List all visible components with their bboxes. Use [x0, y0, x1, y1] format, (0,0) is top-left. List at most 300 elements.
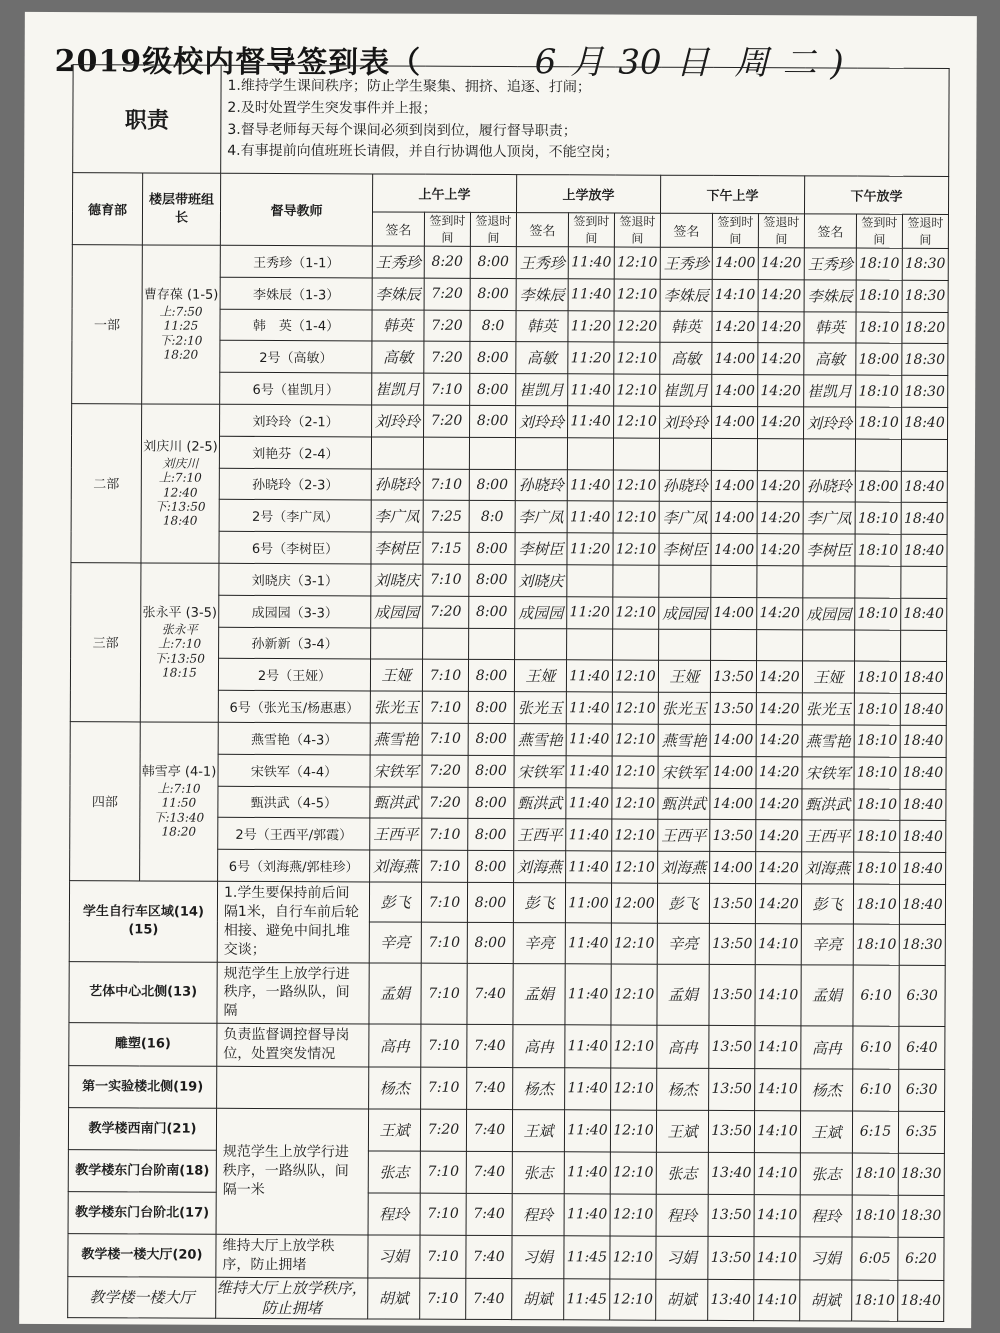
- signature: 王娅: [802, 661, 854, 693]
- time-entry: 12:10: [611, 1025, 657, 1068]
- time-entry: 7:10: [422, 850, 468, 882]
- time-entry: 8:00: [468, 787, 514, 819]
- time-entry: 18:30: [899, 924, 945, 964]
- signature: [515, 437, 567, 469]
- header-period: 下午放学: [804, 176, 948, 215]
- signature: 李广凤: [659, 502, 711, 534]
- header-arrive: 签到时间: [424, 212, 470, 246]
- time-entry: 7:10: [421, 922, 467, 962]
- signature: 甄洪武: [514, 787, 566, 819]
- time-entry: 18:40: [899, 884, 945, 924]
- time-entry: 14:00: [710, 852, 756, 884]
- time-entry: 11:00: [565, 883, 611, 923]
- header-leave: 签退时间: [758, 214, 804, 248]
- table-row: [68, 1276, 944, 1321]
- time-entry: 18:10: [856, 312, 902, 344]
- area-desc: 1.学生要保持前后间隔1米，自行车前后轮相接、避免中间扎堆交谈；: [217, 881, 369, 962]
- duty-line: 3.督导老师每天每个课间必须到岗到位，履行督导职责；: [227, 121, 577, 139]
- signature: 成园园: [803, 598, 855, 630]
- time-entry: 11:40: [564, 1194, 610, 1236]
- time-entry: 11:40: [564, 1110, 610, 1152]
- time-entry: 11:40: [564, 1152, 610, 1194]
- time-entry: 7:10: [420, 1278, 466, 1320]
- duty-line: 1.维持学生课间秩序；防止学生聚集、拥挤、追逐、打闹；: [227, 77, 591, 96]
- time-entry: 12:10: [612, 692, 658, 724]
- time-entry: 11:40: [568, 406, 614, 438]
- time-entry: [567, 565, 613, 597]
- time-entry: 14:10: [755, 924, 801, 964]
- time-entry: 7:40: [466, 1278, 512, 1320]
- time-entry: 7:20: [423, 596, 469, 628]
- signature: 王斌: [656, 1110, 708, 1152]
- signature: 成园园: [371, 596, 423, 628]
- signature: 高冉: [657, 1025, 709, 1068]
- signature: 刘晓庆: [515, 565, 567, 597]
- time-entry: 13:50: [708, 1236, 754, 1279]
- time-entry: 11:20: [568, 310, 614, 342]
- signature: 高冉: [369, 1024, 421, 1067]
- time-entry: 14:10: [754, 1279, 800, 1321]
- time-entry: 14:00: [710, 788, 756, 820]
- signature: 王西平: [514, 819, 566, 851]
- signature: 彭飞: [657, 883, 709, 924]
- area-name: 第一实验楼北侧(19): [69, 1066, 217, 1109]
- department-name: 二部: [71, 404, 142, 563]
- signature: 王娅: [370, 659, 422, 691]
- signature: 韩英: [804, 311, 856, 343]
- time-entry: [711, 438, 757, 470]
- teacher-name: 孙新新（3-4）: [219, 627, 371, 659]
- leader-name: 韩雪亭 (4-1): [141, 764, 217, 781]
- signature: 习娟: [656, 1236, 708, 1279]
- time-entry: 11:40: [568, 374, 614, 406]
- signature: 李姝辰: [516, 278, 568, 310]
- header-leader: 楼层带班组长: [142, 173, 220, 245]
- area-desc: 维持大厅上放学秩序，防止拥堵: [216, 1234, 368, 1277]
- signature: 杨杰: [801, 1069, 853, 1111]
- time-entry: 8:00: [469, 533, 515, 565]
- time-entry: 18:10: [854, 789, 900, 821]
- time-entry: 14:10: [755, 1026, 801, 1069]
- time-entry: 11:40: [565, 923, 611, 963]
- time-entry: [855, 439, 901, 471]
- duties-label: 职责: [73, 65, 221, 174]
- time-entry: 7:10: [422, 660, 468, 692]
- time-entry: 12:10: [612, 788, 658, 820]
- time-entry: 14:10: [755, 964, 801, 1026]
- table-row: [68, 1150, 944, 1196]
- signature: 宋铁军: [658, 756, 710, 788]
- time-entry: 8:00: [468, 692, 514, 724]
- time-entry: 12:10: [611, 923, 657, 963]
- signature: 张光玉: [802, 693, 854, 725]
- table-row: [70, 722, 946, 758]
- table-row: [69, 1023, 945, 1070]
- signature: 燕雪艳: [514, 724, 566, 756]
- time-entry: [711, 565, 757, 597]
- date-week-prefix: 周: [734, 43, 769, 84]
- signature: 辛亮: [369, 922, 421, 963]
- time-entry: [567, 628, 613, 660]
- signature: 崔凯月: [804, 375, 856, 407]
- time-entry: 12:10: [612, 756, 658, 788]
- signature: 辛亮: [801, 924, 853, 965]
- time-entry: 7:40: [467, 963, 513, 1025]
- signature: 燕雪艳: [658, 724, 710, 756]
- time-entry: 14:00: [710, 756, 756, 788]
- header-arrive: 签到时间: [568, 213, 614, 247]
- time-entry: 18:10: [854, 693, 900, 725]
- time-entry: 12:20: [614, 311, 660, 343]
- time-entry: 18:30: [898, 1153, 944, 1195]
- signature: 胡斌: [800, 1280, 852, 1322]
- time-entry: 7:20: [422, 787, 468, 819]
- time-entry: [613, 438, 659, 470]
- signature: 孙晓玲: [371, 469, 423, 501]
- table-row: [68, 1234, 944, 1281]
- signature: 辛亮: [513, 923, 565, 964]
- time-entry: 7:10: [422, 691, 468, 723]
- time-entry: 14:20: [755, 884, 801, 924]
- floor-leader: [141, 404, 220, 563]
- signature: 习娟: [512, 1236, 564, 1279]
- header-period: 上学放学: [516, 175, 660, 214]
- time-entry: 12:10: [614, 342, 660, 374]
- table-row: [69, 881, 945, 925]
- time-entry: 7:10: [421, 882, 467, 922]
- signature: 王斌: [800, 1111, 852, 1153]
- time-entry: 14:10: [755, 1069, 801, 1111]
- signature: [659, 629, 711, 661]
- duties-text: [221, 65, 949, 176]
- time-entry: 14:20: [756, 788, 802, 820]
- table-row: [68, 1192, 944, 1238]
- signature: 甄洪武: [658, 788, 710, 820]
- time-entry: [901, 566, 947, 598]
- duty-line: 2.及时处置学生突发事件并上报；: [227, 99, 437, 117]
- signature: 崔凯月: [660, 374, 712, 406]
- signature: 孟娟: [801, 964, 853, 1026]
- time-entry: 12:10: [610, 1152, 656, 1194]
- date-month: 6: [534, 42, 557, 83]
- time-entry: 11:45: [564, 1236, 610, 1279]
- time-entry: 18:40: [898, 1280, 944, 1322]
- time-entry: 12:10: [614, 279, 660, 311]
- leader-time-note: 上:7:10 11:50 下:13:40 18:20: [153, 781, 205, 839]
- paper-sheet: [19, 12, 977, 1328]
- teacher-name: 6号（李树臣）: [219, 531, 371, 563]
- duty-line: 4.有事提前向值班班长请假，并自行协调他人顶岗，不能空岗；: [227, 143, 619, 161]
- signature: [371, 628, 423, 660]
- signature: 程玲: [800, 1195, 852, 1237]
- time-entry: [757, 629, 803, 661]
- signature: 刘海燕: [370, 850, 422, 882]
- signature: 杨杰: [657, 1068, 709, 1110]
- time-entry: 13:50: [710, 820, 756, 852]
- time-entry: 13:50: [709, 1026, 755, 1069]
- time-entry: 7:40: [466, 1235, 512, 1278]
- signature: 李姝辰: [372, 278, 424, 310]
- time-entry: [469, 628, 515, 660]
- leader-time-note: 张永平 上:7:10 下:13:50 18:15: [154, 622, 205, 680]
- signature: 张志: [368, 1151, 420, 1193]
- signature: 李树臣: [371, 532, 423, 564]
- area-name: 教学楼一楼大厅(20): [68, 1234, 216, 1277]
- area-name: 教学楼西南门(21): [68, 1108, 216, 1151]
- time-entry: 18:10: [852, 1280, 898, 1322]
- time-entry: 11:20: [567, 533, 613, 565]
- area-name: 教学楼东门台阶南(18): [68, 1150, 216, 1193]
- leader-time-note: 上:7:50 11:25 下:2:10 18:20: [159, 304, 203, 362]
- time-entry: 7:20: [424, 342, 470, 374]
- time-entry: 14:00: [712, 375, 758, 407]
- area-desc: 规范学生上放学行进秩序，一路纵队，间隔: [217, 962, 369, 1024]
- time-entry: 11:45: [564, 1279, 610, 1321]
- signature: 张光玉: [370, 691, 422, 723]
- time-entry: 12:10: [611, 1068, 657, 1110]
- header-arrive: 签到时间: [712, 213, 758, 247]
- time-entry: 11:40: [567, 469, 613, 501]
- time-entry: 7:10: [423, 469, 469, 501]
- signature: 胡斌: [368, 1278, 420, 1320]
- leader-time-note: 刘庆川 上:7:10 12:40 下:13:50 18:40: [154, 456, 206, 529]
- time-entry: 11:20: [568, 342, 614, 374]
- time-entry: 14:00: [711, 470, 757, 502]
- header-arrive: 签到时间: [856, 214, 902, 248]
- time-entry: 14:20: [757, 502, 803, 534]
- time-entry: 14:20: [756, 725, 802, 757]
- signature: 崔凯月: [372, 373, 424, 405]
- table-row: [68, 1108, 944, 1154]
- time-entry: 11:40: [566, 724, 612, 756]
- department-name: 四部: [70, 722, 141, 881]
- time-entry: 8:00: [470, 405, 516, 437]
- signature: 孙晓玲: [803, 470, 855, 502]
- signature: 刘海燕: [802, 852, 854, 884]
- time-entry: 18:30: [902, 344, 948, 376]
- time-entry: 14:00: [711, 534, 757, 566]
- time-entry: 18:40: [901, 471, 947, 503]
- area-name: 学生自行车区域(14)(15): [69, 881, 217, 962]
- time-entry: 12:10: [613, 501, 659, 533]
- signature: 李姝辰: [804, 280, 856, 312]
- time-entry: 14:20: [758, 343, 804, 375]
- time-entry: 14:20: [756, 661, 802, 693]
- signature: 张光玉: [514, 692, 566, 724]
- time-entry: 18:10: [853, 884, 899, 924]
- time-entry: 18:10: [856, 407, 902, 439]
- time-entry: 8:00: [468, 660, 514, 692]
- time-entry: 18:40: [900, 821, 946, 853]
- header-leave: 签退时间: [614, 213, 660, 247]
- time-entry: 18:30: [898, 1195, 944, 1237]
- table-row: [73, 65, 949, 177]
- teacher-name: 孙晓玲（2-3）: [219, 468, 371, 500]
- date-month-char: 月: [570, 42, 605, 83]
- time-entry: [711, 629, 757, 661]
- time-entry: 18:30: [902, 375, 948, 407]
- time-entry: 18:40: [901, 503, 947, 535]
- signature: 王娅: [658, 661, 710, 693]
- time-entry: 6:35: [898, 1111, 944, 1153]
- extra-area-desc: 维持大厅上放学秩序，防止拥堵: [216, 1278, 367, 1318]
- signature: 刘玲玲: [804, 407, 856, 439]
- time-entry: 14:20: [758, 311, 804, 343]
- time-entry: 13:50: [710, 661, 756, 693]
- floor-leader: [140, 722, 219, 881]
- time-entry: 18:10: [855, 534, 901, 566]
- time-entry: 18:10: [854, 661, 900, 693]
- signature: 李树臣: [515, 533, 567, 565]
- time-entry: [469, 437, 515, 469]
- time-entry: 6:15: [852, 1111, 898, 1153]
- signature: 高敏: [372, 341, 424, 373]
- time-entry: 14:20: [756, 756, 802, 788]
- time-entry: 14:20: [758, 248, 804, 280]
- teacher-name: 2号（李广凤）: [219, 500, 371, 532]
- header-sign: 签名: [516, 213, 568, 247]
- teacher-name: 王秀珍（1-1）: [220, 245, 372, 277]
- time-entry: 18:00: [855, 471, 901, 503]
- time-entry: 18:40: [900, 789, 946, 821]
- time-entry: 18:10: [854, 757, 900, 789]
- date-day-char: 日: [675, 42, 710, 83]
- time-entry: 11:40: [565, 1068, 611, 1110]
- time-entry: 12:10: [613, 597, 659, 629]
- time-entry: [423, 437, 469, 469]
- signature: 刘玲玲: [372, 405, 424, 437]
- time-entry: 18:30: [902, 280, 948, 312]
- header-dept: 德育部: [72, 173, 142, 245]
- time-entry: 11:40: [568, 247, 614, 279]
- time-entry: 8:00: [469, 596, 515, 628]
- time-entry: 7:10: [422, 723, 468, 755]
- area-desc: [217, 1066, 369, 1109]
- time-entry: 18:40: [901, 598, 947, 630]
- time-entry: 8:00: [467, 923, 513, 963]
- signature: 王秀珍: [516, 247, 568, 279]
- time-entry: 13:50: [709, 1068, 755, 1110]
- time-entry: 8:00: [468, 755, 514, 787]
- signature: 王斌: [512, 1110, 564, 1152]
- leader-name: 张永平 (3-5): [142, 605, 218, 622]
- signature: 王斌: [368, 1109, 420, 1151]
- time-entry: 7:40: [467, 1067, 513, 1109]
- time-entry: 7:10: [421, 963, 467, 1025]
- time-entry: 11:20: [567, 597, 613, 629]
- time-entry: [613, 565, 659, 597]
- time-entry: 12:10: [610, 1194, 656, 1236]
- time-entry: 8:0: [470, 310, 516, 342]
- time-entry: 14:10: [754, 1237, 800, 1280]
- time-entry: [567, 438, 613, 470]
- signature: 习娟: [368, 1235, 420, 1278]
- time-entry: 7:40: [466, 1193, 512, 1235]
- teacher-name: 刘晓庆（3-1）: [219, 563, 371, 595]
- time-entry: 13:40: [708, 1152, 754, 1194]
- time-entry: 18:10: [856, 248, 902, 280]
- time-entry: 11:40: [566, 692, 612, 724]
- time-entry: 18:40: [900, 757, 946, 789]
- teacher-name: 6号（张光玉/杨惠惠）: [218, 690, 370, 722]
- floor-leader: [140, 563, 219, 722]
- time-entry: 8:00: [467, 882, 513, 922]
- time-entry: 14:10: [754, 1153, 800, 1195]
- time-entry: 7:10: [424, 373, 470, 405]
- time-entry: 14:20: [756, 693, 802, 725]
- teacher-name: 李姝辰（1-3）: [220, 277, 372, 309]
- signature: 高敏: [660, 343, 712, 375]
- table-row: [72, 404, 948, 440]
- time-entry: 12:10: [614, 406, 660, 438]
- signature: [803, 566, 855, 598]
- header-teacher: 督导教师: [220, 173, 372, 246]
- header-sign: 签名: [660, 213, 712, 247]
- time-entry: 8:00: [469, 469, 515, 501]
- time-entry: 6:40: [899, 1026, 945, 1069]
- time-entry: 14:10: [754, 1111, 800, 1153]
- time-entry: 7:10: [420, 1193, 466, 1235]
- time-entry: 7:20: [424, 310, 470, 342]
- time-entry: 13:50: [708, 1110, 754, 1152]
- signature: 刘海燕: [658, 851, 710, 883]
- teacher-name: 2号（王娅）: [218, 659, 370, 691]
- signature: 胡斌: [512, 1278, 564, 1320]
- department-name: 三部: [70, 563, 141, 722]
- time-entry: 18:10: [856, 280, 902, 312]
- time-entry: 14:10: [712, 279, 758, 311]
- teacher-name: 2号（王西平/郭霞）: [218, 818, 370, 850]
- header-leave: 签退时间: [470, 212, 516, 246]
- signature: 胡斌: [656, 1279, 708, 1321]
- time-entry: 8:20: [424, 246, 470, 278]
- signature: 刘玲玲: [660, 406, 712, 438]
- leader-name: 曹存葆 (1-5): [143, 287, 219, 304]
- time-entry: 13:50: [709, 883, 755, 923]
- time-entry: 8:0: [469, 501, 515, 533]
- time-entry: [855, 630, 901, 662]
- signature: 高冉: [801, 1026, 853, 1069]
- header-sign: 签名: [804, 214, 856, 248]
- time-entry: 8:00: [468, 819, 514, 851]
- signature: 燕雪艳: [802, 725, 854, 757]
- time-entry: 14:00: [710, 724, 756, 756]
- signature: 韩英: [660, 311, 712, 343]
- signature: 程玲: [656, 1194, 708, 1236]
- time-entry: 6:05: [852, 1237, 898, 1280]
- time-entry: 14:20: [757, 470, 803, 502]
- signature: 张志: [656, 1152, 708, 1194]
- time-entry: 11:40: [566, 660, 612, 692]
- time-entry: 14:00: [712, 247, 758, 279]
- time-entry: 7:10: [420, 1235, 466, 1278]
- date-close: ): [830, 43, 844, 84]
- time-entry: 7:10: [421, 1067, 467, 1109]
- teacher-name: 6号（刘海燕/郭桂珍）: [218, 849, 370, 881]
- signature: 王秀珍: [660, 247, 712, 279]
- signature: 刘玲玲: [516, 406, 568, 438]
- signature: 刘海燕: [514, 851, 566, 883]
- time-entry: 11:40: [565, 1025, 611, 1068]
- time-entry: 18:10: [854, 852, 900, 884]
- time-entry: 7:40: [467, 1025, 513, 1068]
- time-entry: 12:10: [614, 374, 660, 406]
- time-entry: 13:50: [708, 1194, 754, 1236]
- signature: 孙晓玲: [659, 470, 711, 502]
- time-entry: 18:40: [900, 662, 946, 694]
- area-name: 艺体中心北侧(13): [69, 961, 217, 1023]
- time-entry: 6:20: [898, 1237, 944, 1280]
